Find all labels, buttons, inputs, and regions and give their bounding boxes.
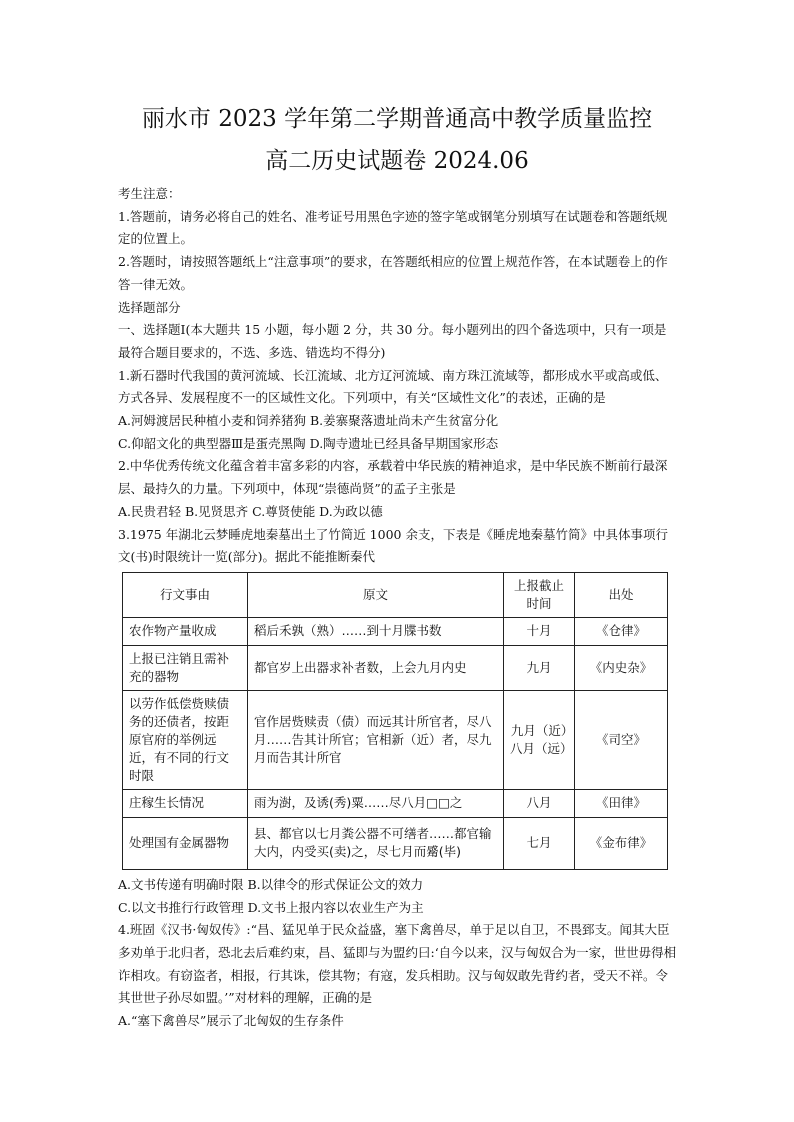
question-3-options-ab: A.文书传递有明确时限 B.以律令的形式保证公文的效力 [118, 876, 424, 892]
section-heading: 选择题部分 [118, 299, 181, 315]
table-header-cell: 行文事由 [123, 572, 248, 617]
table-cell: 处理国有金属器物 [123, 817, 248, 869]
table-header-cell: 原文 [248, 572, 504, 617]
question-2-options: A.民贵君轻 B.见贤思齐 C.尊贤使能 D.为政以德 [118, 503, 383, 519]
table-row [123, 789, 668, 817]
table-header-row [123, 572, 668, 617]
table-cell: 县、都官以七月粪公器不可缮者……都官输大内，内受买(卖)之，尽七月而觱(毕) [248, 817, 504, 869]
table-cell: 都官岁上出器求补者数，上会九月内史 [248, 645, 504, 690]
question-4-stem: 4.班固《汉书·匈奴传》:“昌、猛见单于民众益盛，塞下禽兽尽，单于足以自卫，不畏郅支。闻其大臣多劝单于北归者，恐北去后难约束，昌、猛即与为盟约曰:‘自今以来，汉与匈奴合为一家，世世毋得相诈相攻。有窃盗者，相报，行其诛，偿其物；有寇，发兵相助。汉与匈奴敢先背约者，受天不祥。令其世世子孙尽如盟。’”对材料的理解，正确的是 [118, 922, 677, 1006]
table-cell: 《田律》 [575, 789, 668, 817]
table-cell: 《内史杂》 [575, 645, 668, 690]
exam-body [118, 183, 678, 1033]
table-cell: 庄稼生长情况 [123, 789, 248, 817]
table-cell: 十月 [504, 617, 575, 645]
table-cell: 九月（近）八月（远） [504, 690, 575, 789]
table-row [123, 690, 668, 789]
table-cell: 农作物产量收成 [123, 617, 248, 645]
section-instructions: 一、选择题Ⅰ(本大题共 15 小题，每小题 2 分，共 30 分。每小题列出的四个备选项中，只有一项是最符合题目要求的，不选、多选、错选均不得分) [118, 322, 667, 360]
exam-title: 丽水市 2023 学年第二学期普通高中教学质量监控 [141, 106, 653, 132]
table-cell: 官作居赀赎责（债）而远其计所官者，尽八月……告其计所官；官相新（近）者，尽九月而告其计所官 [248, 690, 504, 789]
table-cell: 七月 [504, 817, 575, 869]
table-header-cell: 上报截止时间 [504, 572, 575, 617]
question-4-option-a: A.“塞下禽兽尽”展示了北匈奴的生存条件 [118, 1013, 344, 1029]
question-3-options-cd: C.以文书推行行政管理 D.文书上报内容以农业生产为主 [118, 899, 424, 915]
table-row [123, 645, 668, 690]
notice-item-1: 1.答题前，请务必将自己的姓名、准考证号用黑色字迹的签字笔或钢笔分别填写在试题卷和答题纸规定的位置上。 [118, 208, 668, 247]
question-3-stem: 3.1975 年湖北云梦睡虎地秦墓出土了竹简近 1000 余支，下表是《睡虎地秦墓竹简》中具体事项行文(书)时限统计一览(部分)。据此不能推断秦代 [118, 526, 668, 565]
document-deadline-table [122, 572, 668, 870]
table-cell: 稻后禾孰（熟）……到十月牒书数 [248, 617, 504, 645]
question-1-options-ab: A.河姆渡居民种植小麦和饲养猪狗 B.姜寨聚落遗址尚未产生贫富分化 [118, 413, 499, 429]
table-cell: 雨为澍，及诱(秀)粟……尽八月□□之 [248, 789, 504, 817]
table-cell: 九月 [504, 645, 575, 690]
table-cell: 《仓律》 [575, 617, 668, 645]
notice-heading: 考生注意： [118, 186, 181, 201]
table-header-cell: 出处 [575, 572, 668, 617]
notice-item-2: 2.答题时，请按照答题纸上“注意事项”的要求，在答题纸相应的位置上规范作答，在本试题卷上的作答一律无效。 [118, 254, 668, 292]
table-cell: 《司空》 [575, 690, 668, 789]
table-row [123, 817, 668, 869]
question-2-stem: 2.中华优秀传统文化蕴含着丰富多彩的内容，承载着中华民族的精神追求，是中华民族不断前行最深层、最持久的力量。下列项中，体现“崇德尚贤”的孟子主张是 [118, 458, 668, 497]
table-cell: 八月 [504, 789, 575, 817]
table-row [123, 617, 668, 645]
exam-subtitle: 高二历史试题卷 2024.06 [265, 148, 529, 174]
question-1-options-cd: C.仰韶文化的典型器Ⅲ是蛋壳黑陶 D.陶寺遗址已经具备早期国家形态 [118, 435, 499, 451]
table-cell: 上报已注销且需补充的器物 [123, 645, 248, 690]
table-cell: 《金布律》 [575, 817, 668, 869]
table-cell: 以劳作低偿赀赎债务的还债者，按距原官府的举例远近，有不同的行文时限 [123, 690, 248, 789]
question-1-stem: 1.新石器时代我国的黄河流域、长江流域、北方辽河流域、南方珠江流域等，都形成水平或高或低、方式各异、发展程度不一的区域性文化。下列项中，有关“区域性文化”的表述，正确的是 [118, 367, 668, 406]
